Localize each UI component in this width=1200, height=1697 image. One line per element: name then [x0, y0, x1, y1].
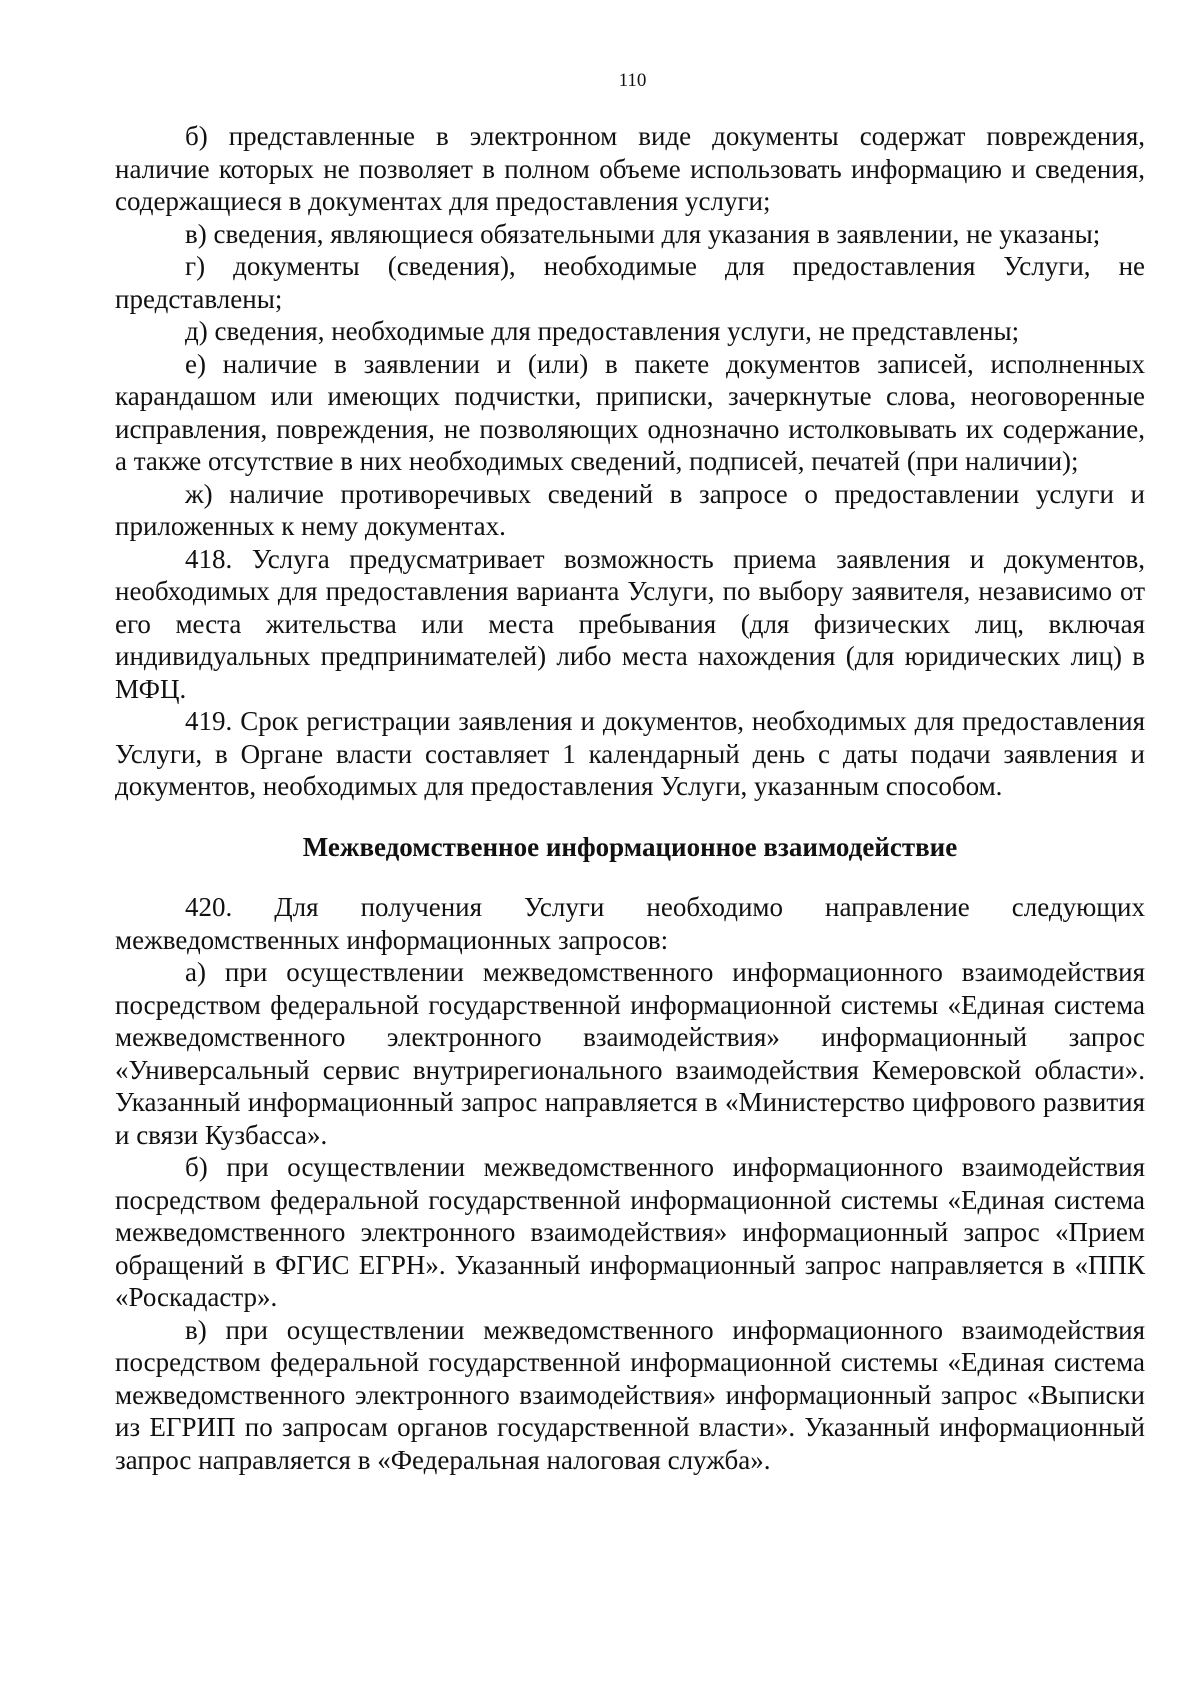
paragraph-419: 419. Срок регистрации заявления и документов, необходимых для предоставления Услуги, в Органе власти составляет 1 календарный день с даты подачи заявления и документов, необходимых для предоставления Услуги, указанным способом.: [115, 706, 1145, 801]
paragraph-zh: ж) наличие противоречивых сведений в запросе о предоставлении услуги и приложенных к нему документах.: [115, 478, 1145, 541]
paragraph-418: 418. Услуга предусматривает возможность приема заявления и документов, необходимых для предоставления варианта Услуги, по выбору заявителя, независимо от его места жительства или места пребывания (для физических лиц, включая индивидуальных предпринимателей) либо места нахождения (для юридических лиц) в МФЦ.: [115, 543, 1145, 704]
section-heading: Межведомственное информационное взаимодействие: [302, 831, 958, 862]
page-number: 110: [618, 70, 647, 91]
paragraph-v: в) сведения, являющиеся обязательными для указания в заявлении, не указаны;: [185, 218, 1101, 249]
document-body: [115, 120, 1145, 1476]
paragraph-d: д) сведения, необходимые для предоставления услуги, не представлены;: [185, 316, 1020, 346]
paragraph-420-b: б) при осуществлении межведомственного информационного взаимодействия посредством федеральной государственной информационной системы «Единая система межведомственного электронного взаимодействия» информационный запрос «Прием обращений в ФГИС ЕГРН». Указанный информационный запрос направляется в «ППК «Роскадастр».: [115, 1152, 1145, 1312]
paragraph-420-a: а) при осуществлении межведомственного информационного взаимодействия посредством федеральной государственной информационной системы «Единая система межведомственного электронного взаимодействия» информационный запрос «Универсальный сервис внутрирегионального взаимодействия Кемеровской области». Указанный информационный запрос направляется в «Министерство цифрового развития и связи Кузбасса».: [115, 957, 1145, 1150]
paragraph-g: г) документы (сведения), необходимые для предоставления Услуги, не представлены;: [115, 251, 1145, 314]
paragraph-420: 420. Для получения Услуги необходимо направление следующих межведомственных информационных запросов:: [115, 892, 1145, 955]
paragraph-e: е) наличие в заявлении и (или) в пакете документов записей, исполненных карандашом или имеющих подчистки, приписки, зачеркнутые слова, неоговоренные исправления, повреждения, не позволяющих однозначно истолковывать их содержание, а также отсутствие в них необходимых сведений, подписей, печатей (при наличии);: [115, 348, 1145, 476]
paragraph-b: б) представленные в электронном виде документы содержат повреждения, наличие которых не позволяет в полном объеме использовать информацию и сведения, содержащиеся в документах для предоставления услуги;: [115, 121, 1145, 216]
paragraph-420-v: в) при осуществлении межведомственного информационного взаимодействия посредством федеральной государственной информационной системы «Единая система межведомственного электронного взаимодействия» информационный запрос «Выписки из ЕГРИП по запросам органов государственной власти». Указанный информационный запрос направляется в «Федеральная налоговая служба».: [115, 1314, 1145, 1475]
